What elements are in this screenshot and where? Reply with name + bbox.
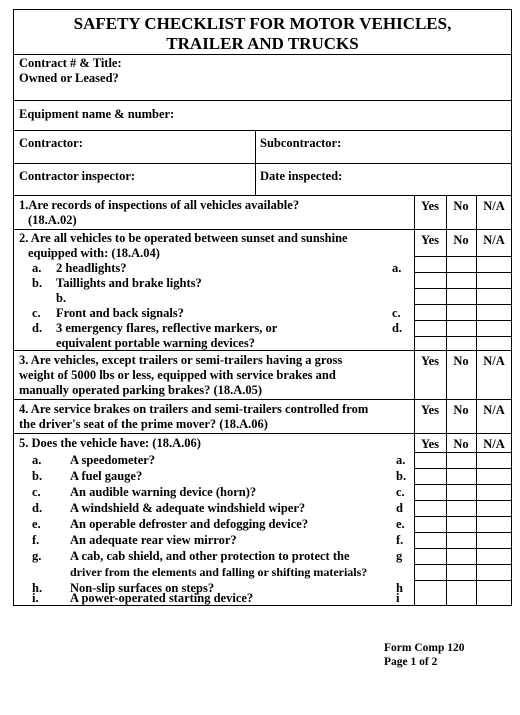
form-number: Form Comp 120 (384, 642, 465, 654)
checklist-form (13, 9, 512, 606)
item-text: Taillights and brake lights? (56, 276, 202, 290)
divider (14, 195, 511, 196)
contract-label: Contract # & Title: (19, 56, 122, 70)
divider (476, 399, 477, 433)
item-mark: b. (396, 469, 407, 483)
item-mark: d (396, 501, 403, 515)
page-number: Page 1 of 2 (384, 656, 438, 668)
header-na: N/A (483, 354, 505, 368)
divider (476, 195, 477, 229)
item-letter: a. (32, 453, 42, 467)
divider (476, 350, 477, 399)
item-letter: b. (32, 469, 43, 483)
owned-leased-label: Owned or Leased? (19, 71, 119, 85)
header-na: N/A (483, 437, 505, 451)
header-no: No (453, 437, 469, 451)
header-no: No (453, 199, 469, 213)
divider (255, 130, 256, 195)
divider (14, 433, 511, 434)
answer-row-line (414, 452, 511, 453)
divider (14, 54, 511, 55)
item-text: A fuel gauge? (70, 469, 143, 483)
divider (14, 399, 511, 400)
item-letter: d. (32, 501, 43, 515)
item-mark: a. (392, 261, 402, 275)
divider (14, 163, 511, 164)
header-yes: Yes (420, 233, 440, 247)
question-2-line2: equipped with: (18.A.04) (28, 246, 160, 260)
form-title-line2: TRAILER AND TRUCKS (166, 34, 359, 53)
item-text: b. (56, 291, 67, 305)
item-text: Non-slip surfaces on steps? (70, 581, 215, 595)
item-mark: h (396, 581, 403, 595)
answer-row-line (414, 320, 511, 321)
item-mark: f. (396, 533, 404, 547)
item-text: An operable defroster and defogging device? (70, 517, 309, 531)
item-letter: i. (32, 591, 39, 605)
question-4-line2: the driver's seat of the prime mover? (18.A.06) (19, 417, 268, 431)
header-no: No (453, 354, 469, 368)
contractor-label: Contractor: (19, 136, 83, 150)
answer-row-line (414, 468, 511, 469)
item-mark: g (396, 549, 403, 563)
item-mark: a. (396, 453, 406, 467)
header-na: N/A (483, 403, 505, 417)
answer-row-line (414, 288, 511, 289)
answer-row-line (414, 336, 511, 337)
item-text: A cab, cab shield, and other protection to protect the (70, 549, 350, 563)
question-4: 4. Are service brakes on trailers and semi-trailers controlled from (19, 402, 369, 416)
item-letter: f. (32, 533, 40, 547)
item-letter: c. (32, 306, 41, 320)
header-yes: Yes (420, 403, 440, 417)
item-text: A power-operated starting device? (70, 591, 254, 605)
item-text: Front and back signals? (56, 306, 184, 320)
item-mark: i (396, 591, 400, 605)
item-text: An adequate rear view mirror? (70, 533, 237, 547)
item-mark: c. (396, 485, 405, 499)
question-3-line2: weight of 5000 lbs or less, equipped with service brakes and (19, 368, 336, 382)
divider (14, 130, 511, 131)
item-text: An audible warning device (horn)? (70, 485, 257, 499)
answer-row-line (414, 580, 511, 581)
answer-row-line (414, 564, 511, 565)
item-letter: e. (32, 517, 41, 531)
header-no: No (453, 233, 469, 247)
question-2: 2. Are all vehicles to be operated between sunset and sunshine (19, 231, 348, 245)
divider (476, 229, 477, 350)
header-yes: Yes (420, 354, 440, 368)
item-letter: c. (32, 485, 41, 499)
item-text: A speedometer? (70, 453, 156, 467)
contractor-inspector-label: Contractor inspector: (19, 169, 136, 183)
form-title-line1: SAFETY CHECKLIST FOR MOTOR VEHICLES, (73, 14, 452, 33)
header-no: No (453, 403, 469, 417)
item-mark: c. (392, 306, 401, 320)
question-1: 1.Are records of inspections of all vehicles available? (19, 198, 300, 212)
item-letter: a. (32, 261, 42, 275)
item-letter: b. (32, 276, 43, 290)
divider (14, 229, 511, 230)
question-5: 5. Does the vehicle have: (18.A.06) (19, 436, 201, 450)
answer-row-line (414, 500, 511, 501)
equipment-label: Equipment name & number: (19, 107, 175, 121)
item-letter: g. (32, 549, 42, 563)
item-text: driver from the elements and falling or shifting materials? (70, 565, 368, 579)
answer-row-line (414, 548, 511, 549)
header-na: N/A (483, 233, 505, 247)
item-text: A windshield & adequate windshield wiper? (70, 501, 306, 515)
subcontractor-label: Subcontractor: (260, 136, 342, 150)
item-text: equivalent portable warning devices? (56, 336, 255, 350)
answer-row-line (414, 484, 511, 485)
answer-row-line (414, 532, 511, 533)
item-mark: d. (392, 321, 403, 335)
item-mark: e. (396, 517, 405, 531)
date-inspected-label: Date inspected: (260, 169, 343, 183)
question-1-ref: (18.A.02) (28, 213, 77, 227)
header-yes: Yes (420, 199, 440, 213)
divider (14, 100, 511, 101)
item-text: 2 headlights? (56, 261, 127, 275)
answer-row-line (414, 272, 511, 273)
header-na: N/A (483, 199, 505, 213)
answer-row-line (414, 516, 511, 517)
answer-row-line (414, 256, 511, 257)
item-letter: h. (32, 581, 43, 595)
header-yes: Yes (420, 437, 440, 451)
item-text: 3 emergency flares, reflective markers, or (56, 321, 278, 335)
answer-row-line (414, 304, 511, 305)
question-3: 3. Are vehicles, except trailers or semi-trailers having a gross (19, 353, 343, 367)
question-3-line3: manually operated parking brakes? (18.A.05) (19, 383, 263, 397)
item-letter: d. (32, 321, 43, 335)
